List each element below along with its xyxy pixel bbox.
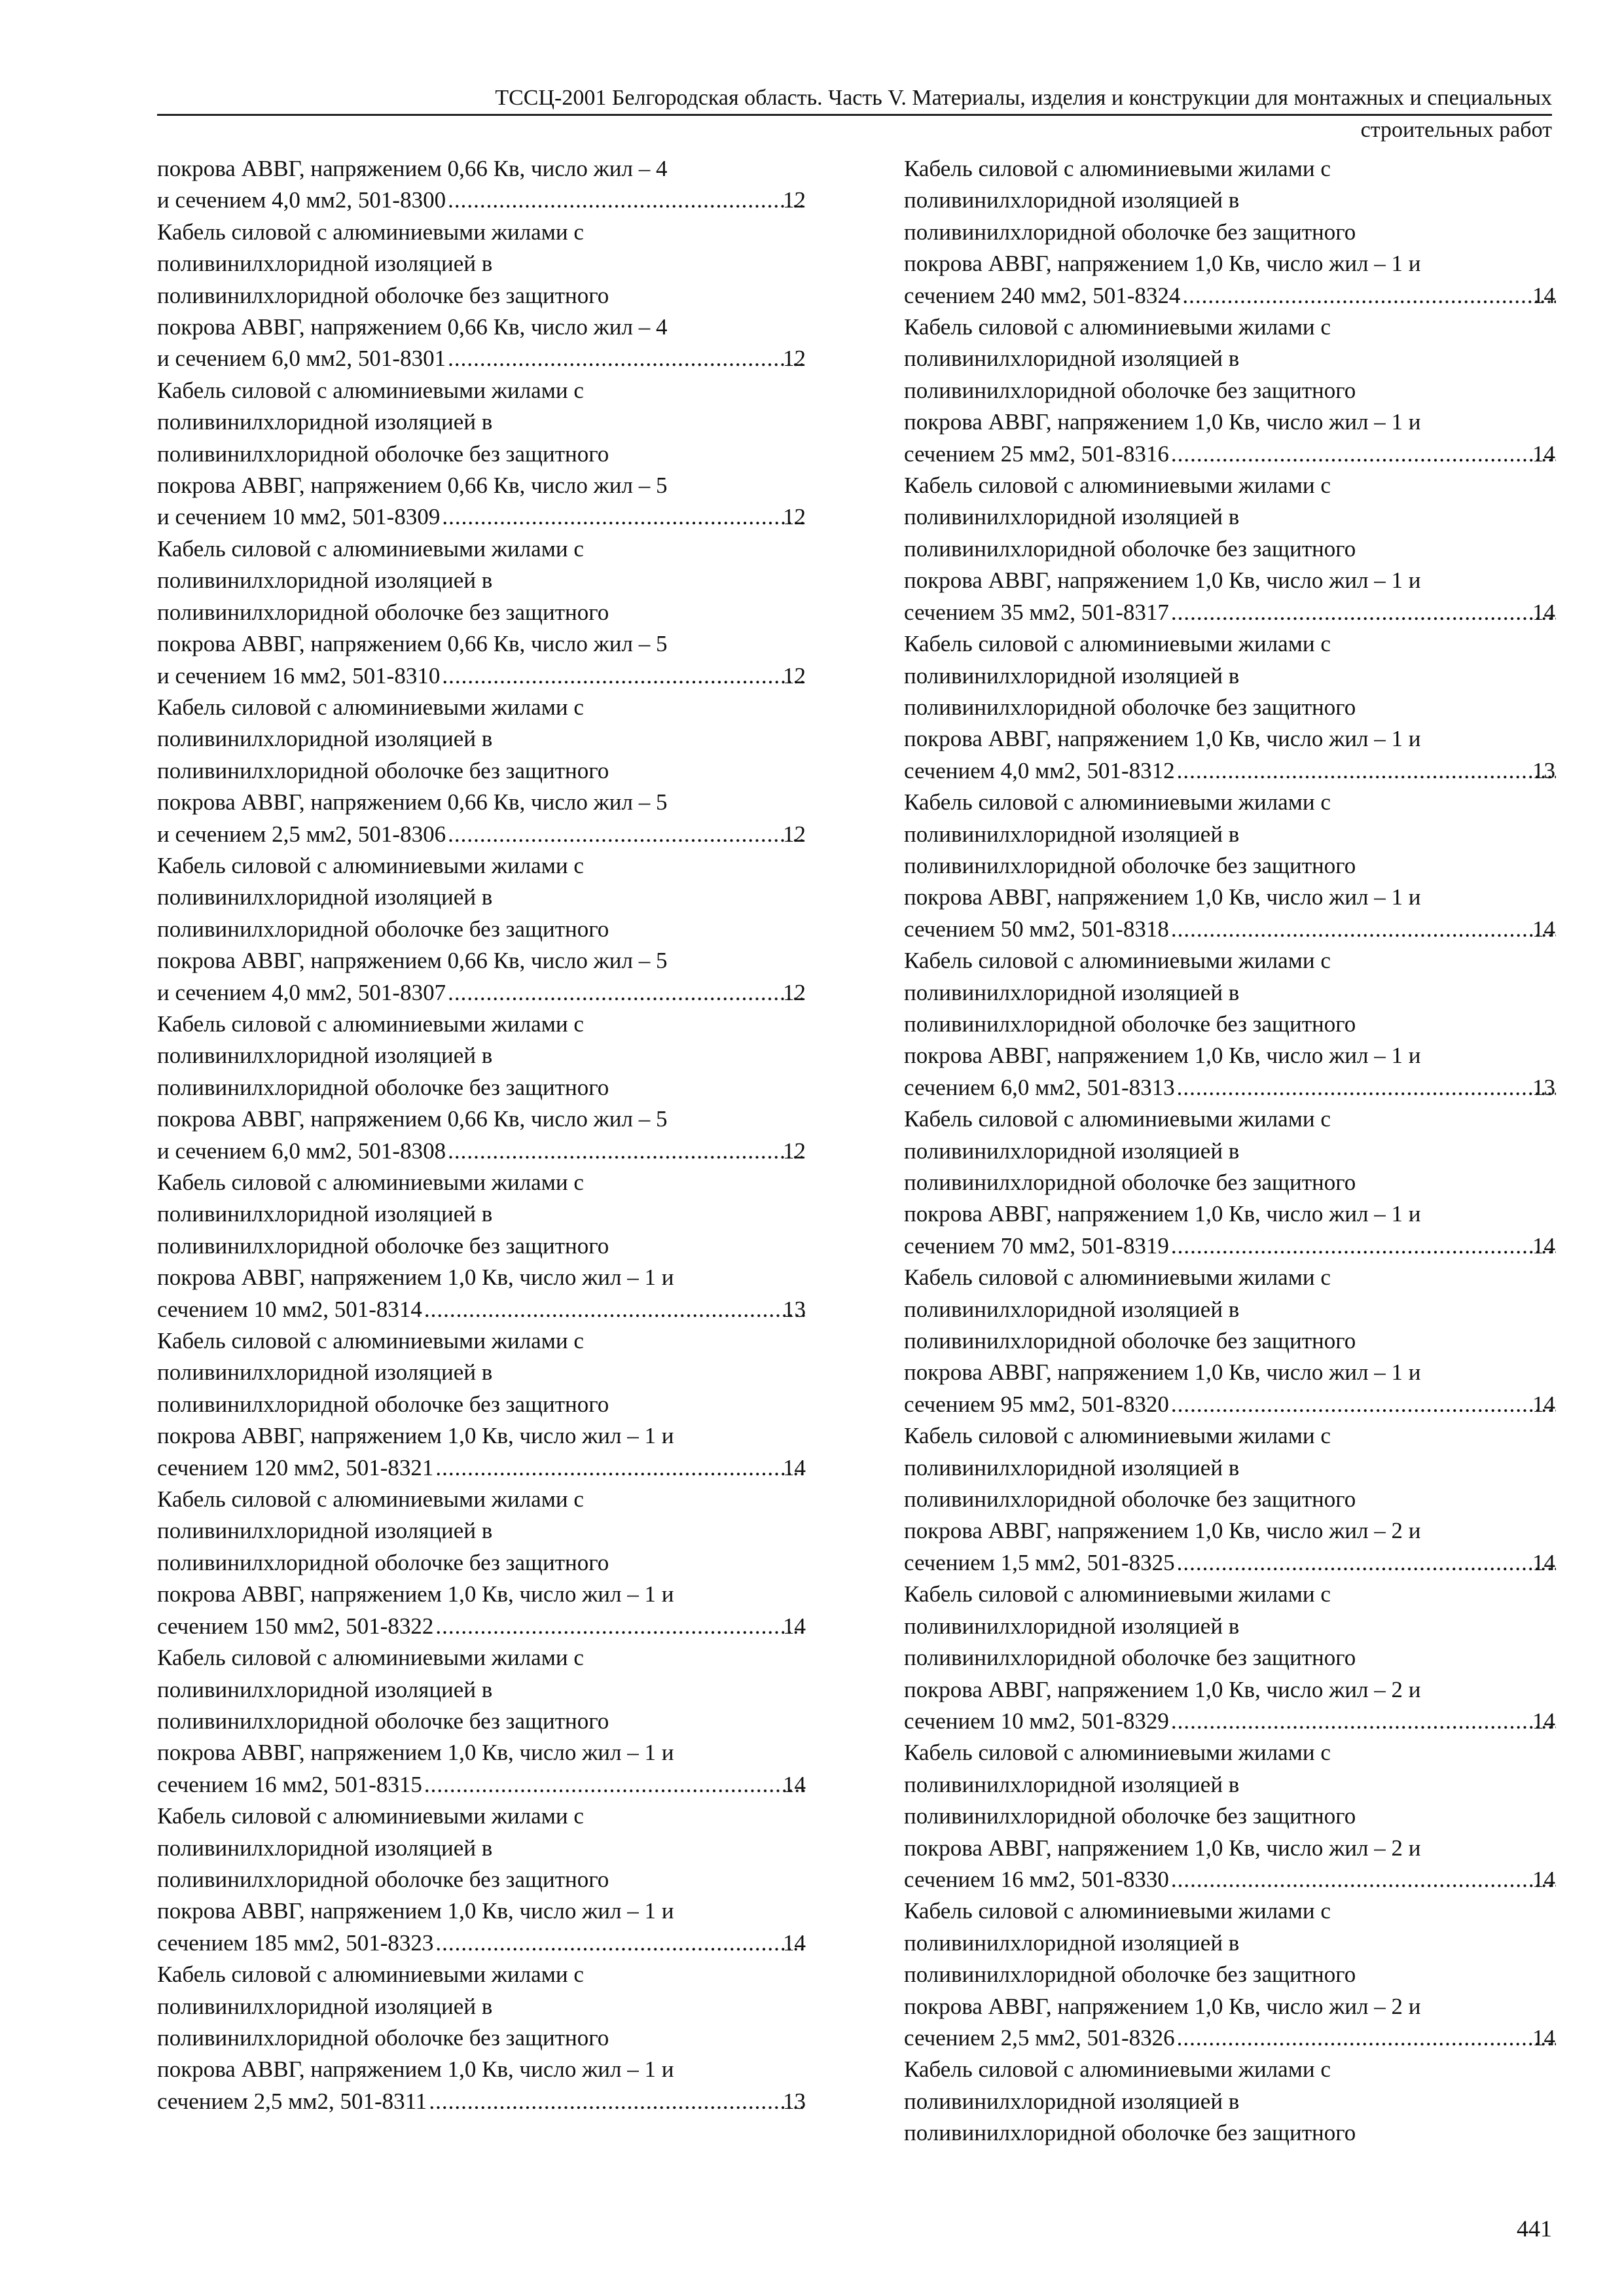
index-entry-text: поливинилхлоридной оболочке без защитного: [157, 1866, 609, 1892]
index-entry-text: Кабель силовой с алюминиевыми жилами с: [904, 631, 1331, 657]
dot-leader: [1172, 1864, 1556, 1895]
index-entry-text: сечением 120 мм2, 501-8321: [157, 1454, 434, 1480]
index-entry-last-line: сечением 2,5 мм2, 501-8311 ..... 13: [183, 2086, 809, 2117]
index-entry-text: поливинилхлоридной оболочке без защитного: [904, 1011, 1356, 1037]
index-entry-text: покрова АВВГ, напряжением 1,0 Кв, число жил – 2 и: [904, 1993, 1421, 2019]
index-entry-text: покрова АВВГ, напряжением 1,0 Кв, число жил – 1 и: [157, 1423, 674, 1449]
index-entry-text: поливинилхлоридной изоляцией в: [904, 1138, 1240, 1164]
index-entry-text: покрова АВВГ, напряжением 1,0 Кв, число жил – 2 и: [904, 1518, 1421, 1544]
index-entry-text: поливинилхлоридной оболочке без защитного: [157, 1232, 609, 1259]
index-entry-text: поливинилхлоридной изоляцией в: [904, 1454, 1240, 1480]
index-entry-text: Кабель силовой с алюминиевыми жилами с: [904, 789, 1331, 816]
index-entry-text: покрова АВВГ, напряжением 1,0 Кв, число жил – 1 и: [157, 1898, 674, 1924]
index-entry: [157, 153, 809, 217]
index-entry-text: поливинилхлоридной оболочке без защитного: [157, 2024, 609, 2051]
index-entry-text: поливинилхлоридной изоляцией в: [157, 1359, 493, 1386]
index-entry: [904, 2054, 1559, 2149]
index-entry-last-line: сечением 16 мм2, 501-8330 ..... 14: [930, 1864, 1559, 1895]
index-entry: [157, 692, 809, 850]
index-entry-last-line: сечением 150 мм2, 501-8322 ..... 14: [183, 1611, 809, 1642]
index-entry-last-line: сечением 50 мм2, 501-8318 ..... 14: [930, 914, 1559, 945]
index-entry-text: Кабель силовой с алюминиевыми жилами с: [904, 314, 1331, 340]
index-entry-text: Кабель силовой с алюминиевыми жилами с: [157, 1486, 584, 1513]
index-entry: [904, 312, 1559, 470]
dot-leader: [425, 1769, 806, 1801]
index-entry-text: покрова АВВГ, напряжением 1,0 Кв, число жил – 1 и: [904, 1359, 1421, 1386]
index-entry-text: сечением 16 мм2, 501-8315: [157, 1771, 422, 1797]
index-entry-text: Кабель силовой с алюминиевыми жилами с: [157, 1803, 584, 1829]
index-entry-text: Кабель силовой с алюминиевыми жилами с: [904, 1898, 1331, 1924]
index-entry: [904, 1262, 1559, 1420]
dot-leader: [448, 185, 806, 216]
index-entry-text: Кабель силовой с алюминиевыми жилами с: [157, 1328, 584, 1354]
dot-leader: [1172, 1230, 1556, 1262]
dot-leader: [448, 343, 806, 374]
index-entry-text: Кабель силовой с алюминиевыми жилами с: [157, 535, 584, 562]
index-entry-text: сечением 2,5 мм2, 501-8311: [157, 2088, 427, 2114]
index-entry-last-line: сечением 185 мм2, 501-8323 ..... 14: [183, 1928, 809, 1959]
index-entry-last-line: сечением 6,0 мм2, 501-8313 ..... 13: [930, 1072, 1559, 1103]
index-entry-text: покрова АВВГ, напряжением 0,66 Кв, число жил – 5: [157, 473, 668, 499]
index-entry-text: поливинилхлоридной оболочке без защитного: [904, 694, 1356, 720]
index-entry-text: Кабель силовой с алюминиевыми жилами с: [904, 2056, 1331, 2083]
index-entry-text: поливинилхлоридной изоляцией в: [904, 821, 1240, 847]
index-entry-text: покрова АВВГ, напряжением 1,0 Кв, число жил – 1 и: [157, 1581, 674, 1607]
index-entry: [904, 1737, 1559, 1895]
index-entry-text: сечением 16 мм2, 501-8330: [904, 1866, 1169, 1892]
dot-leader: [1172, 1389, 1556, 1420]
index-entry-text: и сечением 10 мм2, 501-8309: [157, 504, 441, 530]
index-entry-text: поливинилхлоридной изоляцией в: [157, 884, 493, 910]
index-entry-text: Кабель силовой с алюминиевыми жилами с: [157, 377, 584, 403]
index-entry-text: поливинилхлоридной оболочке без защитного: [904, 1486, 1356, 1513]
index-entry-text: поливинилхлоридной изоляцией в: [157, 1835, 493, 1861]
index-entry-text: поливинилхлоридной изоляцией в: [157, 1043, 493, 1069]
index-entry-text: покрова АВВГ, напряжением 0,66 Кв, число жил – 5: [157, 948, 668, 974]
dot-leader: [425, 1294, 806, 1325]
index-entry-text: поливинилхлоридной оболочке без защитного: [904, 2120, 1356, 2146]
index-entry-text: Кабель силовой с алюминиевыми жилами с: [904, 1265, 1331, 1291]
index-entry-text: поливинилхлоридной изоляцией в: [904, 1296, 1240, 1322]
index-entry-text: поливинилхлоридной изоляцией в: [904, 504, 1240, 530]
index-column-right: [904, 153, 1559, 2149]
index-entry-text: сечением 4,0 мм2, 501-8312: [904, 757, 1175, 783]
index-entry-text: поливинилхлоридной оболочке без защитного: [157, 757, 609, 783]
index-entry-text: поливинилхлоридной оболочке без защитного: [157, 1708, 609, 1734]
index-entry: [157, 1959, 809, 2117]
index-entry-text: сечением 70 мм2, 501-8319: [904, 1232, 1169, 1259]
index-entry-last-line: сечением 70 мм2, 501-8319 ..... 14: [930, 1230, 1559, 1262]
index-entry-text: Кабель силовой с алюминиевыми жилами с: [157, 1011, 584, 1037]
index-entry-text: поливинилхлоридной оболочке без защитного: [904, 219, 1356, 245]
index-entry-text: покрова АВВГ, напряжением 0,66 Кв, число жил – 5: [157, 789, 668, 816]
index-entry-text: Кабель силовой с алюминиевыми жилами с: [157, 694, 584, 720]
index-entry: [157, 1009, 809, 1167]
index-entry-text: покрова АВВГ, напряжением 1,0 Кв, число жил – 2 и: [904, 1835, 1421, 1861]
index-entry-text: поливинилхлоридной оболочке без защитного: [904, 1803, 1356, 1829]
page-number: 441: [1517, 2215, 1552, 2242]
dot-leader: [442, 660, 806, 692]
index-entry-text: сечением 1,5 мм2, 501-8325: [904, 1549, 1175, 1575]
index-entry-text: поливинилхлоридной изоляцией в: [904, 979, 1240, 1005]
index-entry-text: и сечением 6,0 мм2, 501-8308: [157, 1138, 446, 1164]
index-entry-text: покрова АВВГ, напряжением 1,0 Кв, число жил – 1 и: [904, 884, 1421, 910]
index-entry-text: Кабель силовой с алюминиевыми жилами с: [157, 852, 584, 878]
index-entry-last-line: сечением 2,5 мм2, 501-8326 ..... 14: [930, 2022, 1559, 2054]
index-entry-text: поливинилхлоридной оболочке без защитного: [157, 916, 609, 942]
index-entry-text: поливинилхлоридной изоляцией в: [904, 1613, 1240, 1639]
index-entry-last-line: сечением 4,0 мм2, 501-8312 ..... 13: [930, 755, 1559, 787]
index-entry-last-line: сечением 10 мм2, 501-8329 ..... 14: [930, 1706, 1559, 1737]
index-entry: [904, 787, 1559, 945]
index-entry-text: сечением 185 мм2, 501-8323: [157, 1929, 434, 1956]
index-entry-text: покрова АВВГ, напряжением 0,66 Кв, число жил – 5: [157, 631, 668, 657]
index-entry-text: Кабель силовой с алюминиевыми жилами с: [157, 1962, 584, 1988]
dot-leader: [448, 977, 806, 1009]
index-entry-text: Кабель силовой с алюминиевыми жилами с: [904, 473, 1331, 499]
dot-leader: [448, 1136, 806, 1167]
index-entry-last-line: и сечением 10 мм2, 501-8309 ..... 12: [183, 501, 809, 533]
dot-leader: [429, 2086, 806, 2117]
index-entry-last-line: сечением 10 мм2, 501-8314 ..... 13: [183, 1294, 809, 1325]
index-entry-text: покрова АВВГ, напряжением 0,66 Кв, число жил – 5: [157, 1106, 668, 1132]
index-entry-text: поливинилхлоридной изоляцией в: [157, 1201, 493, 1227]
index-entry: [157, 1801, 809, 1959]
index-entry-text: поливинилхлоридной оболочке без защитного: [157, 599, 609, 625]
index-entry-last-line: сечением 25 мм2, 501-8316 ..... 14: [930, 439, 1559, 470]
index-entry-text: сечением 2,5 мм2, 501-8326: [904, 2024, 1175, 2051]
dot-leader: [1172, 914, 1556, 945]
index-entry-text: сечением 35 мм2, 501-8317: [904, 599, 1169, 625]
index-entry-text: поливинилхлоридной оболочке без защитного: [157, 1391, 609, 1417]
index-entry-text: Кабель силовой с алюминиевыми жилами с: [904, 1740, 1331, 1766]
dot-leader: [1178, 1547, 1556, 1579]
index-entry-last-line: сечением 16 мм2, 501-8315 ..... 14: [183, 1769, 809, 1801]
index-entry: [904, 1103, 1559, 1262]
index-entry-text: Кабель силовой с алюминиевыми жилами с: [904, 1106, 1331, 1132]
index-entry-text: поливинилхлоридной оболочке без защитного: [904, 535, 1356, 562]
dot-leader: [448, 819, 806, 850]
index-entry-last-line: и сечением 4,0 мм2, 501-8300 ..... 12: [183, 185, 809, 216]
index-entry: [157, 1484, 809, 1642]
index-entry-text: и сечением 16 мм2, 501-8310: [157, 662, 441, 689]
index-entry-text: покрова АВВГ, напряжением 0,66 Кв, число жил – 4: [157, 314, 668, 340]
index-entry-text: поливинилхлоридной оболочке без защитного: [904, 1645, 1356, 1671]
index-entry-text: поливинилхлоридной изоляцией в: [904, 662, 1240, 689]
index-entry-text: покрова АВВГ, напряжением 1,0 Кв, число жил – 1 и: [157, 1265, 674, 1291]
index-entry-last-line: сечением 35 мм2, 501-8317 ..... 14: [930, 597, 1559, 628]
index-entry: [157, 850, 809, 1009]
index-entry-last-line: и сечением 4,0 мм2, 501-8307 ..... 12: [183, 977, 809, 1009]
dot-leader: [436, 1611, 806, 1642]
index-entry-text: поливинилхлоридной изоляцией в: [157, 726, 493, 752]
index-entry-text: поливинилхлоридной изоляцией в: [157, 1676, 493, 1702]
index-entry-text: сечением 50 мм2, 501-8318: [904, 916, 1169, 942]
index-entry-text: поливинилхлоридной оболочке без защитного: [157, 1549, 609, 1575]
dot-leader: [1172, 439, 1556, 470]
index-entry: [904, 1579, 1559, 1737]
index-entry-text: поливинилхлоридной изоляцией в: [904, 1929, 1240, 1956]
index-entry-text: сечением 10 мм2, 501-8329: [904, 1708, 1169, 1734]
dot-leader: [436, 1928, 806, 1959]
index-entry-text: Кабель силовой с алюминиевыми жилами с: [904, 948, 1331, 974]
index-entry-text: Кабель силовой с алюминиевыми жилами с: [157, 219, 584, 245]
index-entry-text: поливинилхлоридной изоляцией в: [904, 187, 1240, 213]
index-entry-text: сечением 6,0 мм2, 501-8313: [904, 1074, 1175, 1100]
index-entry-text: Кабель силовой с алюминиевыми жилами с: [157, 1645, 584, 1671]
index-entry-text: сечением 10 мм2, 501-8314: [157, 1296, 422, 1322]
index-entry-text: покрова АВВГ, напряжением 1,0 Кв, число жил – 1 и: [904, 409, 1421, 435]
index-entry: [157, 375, 809, 533]
index-entry-text: сечением 240 мм2, 501-8324: [904, 282, 1181, 308]
index-entry-text: покрова АВВГ, напряжением 1,0 Кв, число жил – 1 и: [904, 1201, 1421, 1227]
index-entry: [904, 945, 1559, 1103]
index-entry-text: и сечением 4,0 мм2, 501-8307: [157, 979, 446, 1005]
index-entry-text: поливинилхлоридной оболочке без защитного: [904, 1170, 1356, 1195]
dot-leader: [1178, 2022, 1556, 2054]
index-entry-text: поливинилхлоридной оболочке без защитного: [157, 440, 609, 467]
index-entry-last-line: и сечением 6,0 мм2, 501-8301 ..... 12: [183, 343, 809, 374]
index-entry-text: и сечением 2,5 мм2, 501-8306: [157, 821, 446, 847]
index-entry-text: сечением 25 мм2, 501-8316: [904, 440, 1169, 467]
index-entry-last-line: сечением 95 мм2, 501-8320 ..... 14: [930, 1389, 1559, 1420]
index-entry-text: покрова АВВГ, напряжением 1,0 Кв, число жил – 1 и: [157, 1740, 674, 1766]
dot-leader: [1172, 1706, 1556, 1737]
index-entry: [157, 1325, 809, 1484]
index-entry-text: поливинилхлоридной оболочке без защитного: [904, 377, 1356, 403]
index-entry: [157, 533, 809, 692]
index-entry: [904, 153, 1559, 312]
index-entry: [904, 1895, 1559, 2054]
dot-leader: [442, 501, 806, 533]
index-entry-last-line: и сечением 16 мм2, 501-8310 ..... 12: [183, 660, 809, 692]
index-entry: [157, 1167, 809, 1325]
index-entry-text: поливинилхлоридной изоляцией в: [157, 1993, 493, 2019]
index-column-left: [157, 153, 809, 2117]
index-entry-last-line: и сечением 2,5 мм2, 501-8306 ..... 12: [183, 819, 809, 850]
index-entry-last-line: сечением 240 мм2, 501-8324 ..... 14: [930, 280, 1559, 312]
index-entry-text: поливинилхлоридной изоляцией в: [157, 251, 493, 277]
dot-leader: [1183, 280, 1556, 312]
index-entry-text: поливинилхлоридной изоляцией в: [157, 409, 493, 435]
index-entry-last-line: сечением 1,5 мм2, 501-8325 ..... 14: [930, 1547, 1559, 1579]
index-entry-text: сечением 150 мм2, 501-8322: [157, 1613, 434, 1639]
index-entry-last-line: сечением 120 мм2, 501-8321 ..... 14: [183, 1452, 809, 1484]
index-entry-text: покрова АВВГ, напряжением 1,0 Кв, число жил – 2 и: [904, 1676, 1421, 1702]
index-entry-text: покрова АВВГ, напряжением 1,0 Кв, число жил – 1 и: [904, 726, 1421, 752]
index-entry-text: поливинилхлоридной изоляцией в: [904, 346, 1240, 372]
dot-leader: [1178, 1072, 1556, 1103]
index-entry-text: поливинилхлоридной изоляцией в: [904, 2088, 1240, 2114]
index-entry-text: Кабель силовой с алюминиевыми жилами с: [904, 156, 1331, 181]
index-entry-text: Кабель силовой с алюминиевыми жилами с: [904, 1581, 1331, 1607]
index-entry: [157, 1642, 809, 1801]
header-title-continued: строительных работ: [1360, 118, 1552, 142]
index-entry-text: покрова АВВГ, напряжением 0,66 Кв, число жил – 4: [157, 156, 668, 181]
index-entry-text: и сечением 6,0 мм2, 501-8301: [157, 346, 446, 372]
page-header: [157, 84, 1552, 145]
index-entry-text: поливинилхлоридной оболочке без защитного: [904, 1962, 1356, 1988]
index-entry-text: поливинилхлоридной оболочке без защитного: [157, 282, 609, 308]
index-entry-text: и сечением 4,0 мм2, 501-8300: [157, 187, 446, 213]
index-entry-text: сечением 95 мм2, 501-8320: [904, 1391, 1169, 1417]
index-entry-text: поливинилхлоридной оболочке без защитного: [157, 1074, 609, 1100]
dot-leader: [1172, 597, 1556, 628]
index-entry: [904, 1420, 1559, 1579]
index-entry-text: Кабель силовой с алюминиевыми жилами с: [904, 1423, 1331, 1449]
index-entry-last-line: и сечением 6,0 мм2, 501-8308 ..... 12: [183, 1136, 809, 1167]
index-entry-text: поливинилхлоридной оболочке без защитного: [904, 852, 1356, 878]
dot-leader: [1178, 755, 1556, 787]
index-entry-text: покрова АВВГ, напряжением 1,0 Кв, число жил – 1 и: [904, 567, 1421, 594]
index-entry-text: покрова АВВГ, напряжением 1,0 Кв, число жил – 1 и: [157, 2056, 674, 2083]
index-entry-text: покрова АВВГ, напряжением 1,0 Кв, число жил – 1 и: [904, 1043, 1421, 1069]
header-title: ТССЦ-2001 Белгородская область. Часть V. Материалы, изделия и конструкции для монтажных и специальных: [495, 86, 1552, 110]
index-entry-text: поливинилхлоридной изоляцией в: [157, 567, 493, 594]
index-entry-text: покрова АВВГ, напряжением 1,0 Кв, число жил – 1 и: [904, 251, 1421, 277]
index-entry-text: Кабель силовой с алюминиевыми жилами с: [157, 1170, 584, 1195]
index-entry-text: поливинилхлоридной оболочке без защитного: [904, 1328, 1356, 1354]
dot-leader: [436, 1452, 806, 1484]
index-entry-text: поливинилхлоридной изоляцией в: [157, 1518, 493, 1544]
index-entry: [157, 217, 809, 375]
index-entry: [904, 628, 1559, 787]
index-entry-text: поливинилхлоридной изоляцией в: [904, 1771, 1240, 1797]
index-entry: [904, 470, 1559, 628]
